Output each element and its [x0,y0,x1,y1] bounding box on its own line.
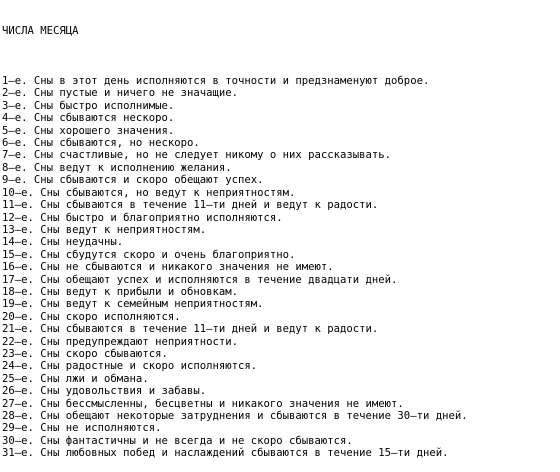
list-item: 10–е. Сны сбываются, но ведут к неприятностям. [2,186,296,199]
list-item: 22–е. Сны предупреждают неприятности. [2,335,238,348]
page-title: ЧИСЛА МЕСЯЦА [2,24,79,37]
list-item: 23–е. Сны скоро сбываются. [2,347,168,360]
document-body [2,0,558,472]
list-item: 12–е. Сны быстро и благоприятно исполняются. [2,211,283,224]
list-item: 3–е. Сны быстро исполнимые. [2,99,175,112]
list-item: 17–е. Сны обещают успех и исполняются в течение двадцати дней. [2,273,398,286]
list-item: 28–е. Сны обещают некоторые затруднения и сбываются в течение 30–ти дней. [2,410,468,422]
list-item: 6–е. Сны сбываются, но нескоро. [2,137,200,150]
list-item: 15–е. Сны сбудутся скоро и очень благоприятно. [2,248,296,261]
list-item: 29–е. Сны не исполняются. [2,422,162,435]
list-item: 19–е. Сны ведут к семейным неприятностям. [2,298,264,311]
list-item: 4–е. Сны сбываются нескоро. [2,112,175,125]
list-item: 9–е. Сны сбываются и скоро обещают успех. [2,174,264,187]
list-item: 21–е. Сны сбываются в течение 11–ти дней и ведут к радости. [2,323,379,336]
list-item: 26–е. Сны удовольствия и забавы. [2,385,207,398]
list-item: 18–е. Сны ведут к прибыли и обновкам. [2,285,238,298]
list-item: 1–е. Сны в этот день исполняются в точности и предзнаменуют доброе. [2,75,430,88]
list-item: 11–е. Сны сбываются в течение 11–ти дней и ведут к радости. [2,199,379,212]
list-item: 24–е. Сны радостные и скоро исполняются. [2,360,258,373]
list-item: 8–е. Сны ведут к исполнению желания. [2,161,232,174]
list-item: 14–е. Сны неудачны. [2,236,124,249]
list-item: 25–е. Сны лжи и обмана. [2,372,149,385]
list-item: 2–е. Сны пустые и ничего не значащие. [2,87,238,100]
list-item: 5–е. Сны хорошего значения. [2,124,175,137]
list-item: 7–е. Сны счастливые, но не следует никому о них рассказывать. [2,149,392,162]
list-item: 30–е. Сны фантастичны и не всегда и не скоро сбываются. [2,434,353,447]
list-item: 13–е. Сны ведут к неприятностям. [2,223,207,236]
entry-list [2,75,558,460]
list-item: 31–е. Сны любовных побед и наслаждений сбываются в течение 15–ти дней. [2,447,449,460]
list-item: 27–е. Сны бессмысленны, бесцветны и никакого значения не имеют. [2,397,404,410]
list-item: 20–е. Сны скоро исполняются. [2,310,181,323]
list-item: 16–е. Сны не сбываются и никакого значения не имеют. [2,261,334,274]
